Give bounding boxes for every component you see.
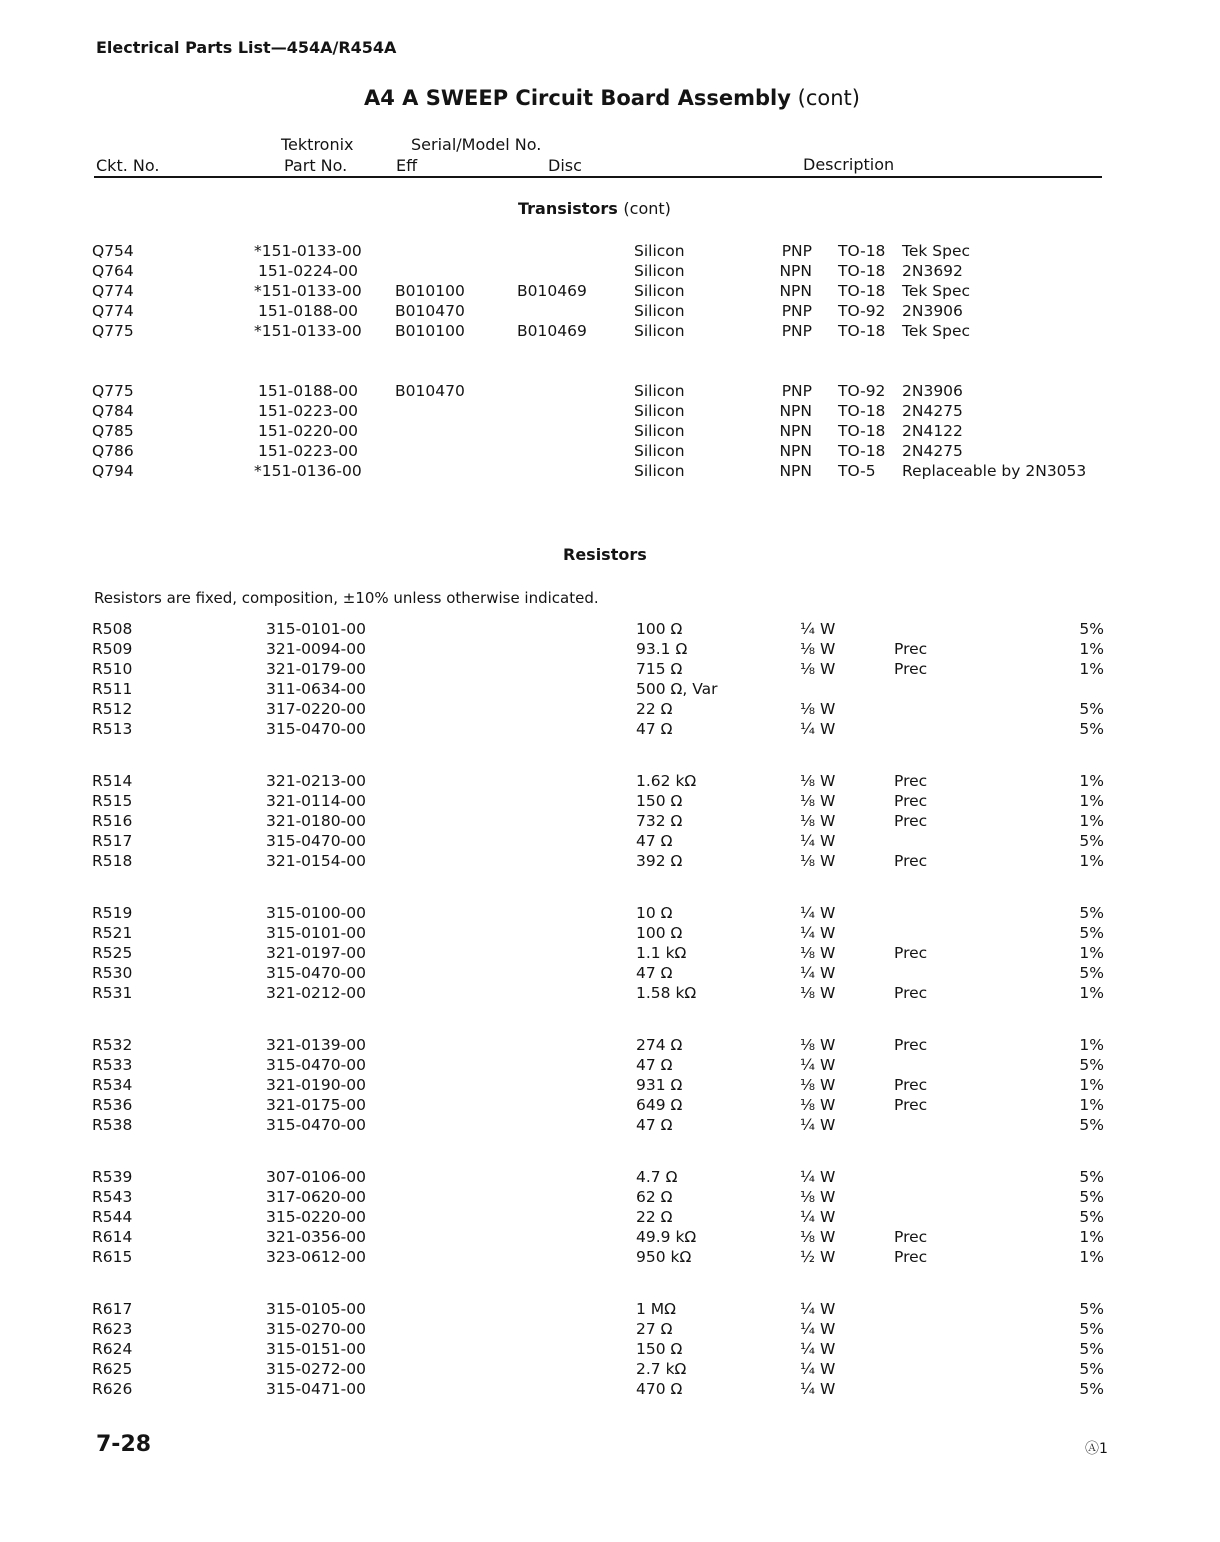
part-no: 311-0634-00 <box>266 680 366 698</box>
material: Silicon <box>634 402 685 420</box>
part-no: 321-0213-00 <box>266 772 366 790</box>
serial-disc: B010469 <box>517 282 587 300</box>
wattage: ⅛ W <box>800 1188 836 1206</box>
ckt-no: R516 <box>92 812 133 830</box>
col-head-description: Description <box>803 155 895 174</box>
value: 150 Ω <box>636 1340 683 1358</box>
material: Silicon <box>634 422 685 440</box>
resistors-note: Resistors are fixed, composition, ±10% unless otherwise indicated. <box>94 589 599 607</box>
header-rule <box>94 176 1102 178</box>
tolerance: 5% <box>1079 1380 1104 1398</box>
ckt-no: R531 <box>92 984 133 1002</box>
tolerance: 1% <box>1079 984 1104 1002</box>
wattage: ⅛ W <box>800 1096 836 1114</box>
material: Silicon <box>634 302 685 320</box>
table-row <box>0 660 1220 680</box>
wattage: ¼ W <box>800 1208 836 1226</box>
precision: Prec <box>894 1076 928 1094</box>
table-row <box>0 852 1220 872</box>
part-no: 315-0272-00 <box>266 1360 366 1378</box>
page-title-main: A4 A SWEEP Circuit Board Assembly <box>364 86 791 110</box>
table-row <box>0 1116 1220 1136</box>
package: TO-92 <box>838 382 886 400</box>
value: 1.58 kΩ <box>636 984 697 1002</box>
tolerance: 1% <box>1079 1228 1104 1246</box>
table-row <box>0 832 1220 852</box>
material: Silicon <box>634 242 685 260</box>
value: 47 Ω <box>636 720 673 738</box>
ckt-no: R517 <box>92 832 133 850</box>
ckt-no: R510 <box>92 660 133 678</box>
type-note: 2N4122 <box>902 422 963 440</box>
ckt-no: Q794 <box>92 462 134 480</box>
part-no: 315-0470-00 <box>266 1116 366 1134</box>
part-no: 151-0220-00 <box>258 422 358 440</box>
table-row <box>0 924 1220 944</box>
part-no: 315-0470-00 <box>266 832 366 850</box>
ckt-no: R514 <box>92 772 133 790</box>
table-row <box>0 1188 1220 1208</box>
precision: Prec <box>894 1228 928 1246</box>
wattage: ⅛ W <box>800 1076 836 1094</box>
wattage: ⅛ W <box>800 660 836 678</box>
table-row <box>0 720 1220 740</box>
table-row <box>0 904 1220 924</box>
tolerance: 5% <box>1079 720 1104 738</box>
wattage: ⅛ W <box>800 1036 836 1054</box>
transistors-section-title <box>518 199 671 218</box>
value: 2.7 kΩ <box>636 1360 687 1378</box>
ckt-no: R623 <box>92 1320 133 1338</box>
table-row <box>0 282 1220 302</box>
part-no: 307-0106-00 <box>266 1168 366 1186</box>
wattage: ¼ W <box>800 1300 836 1318</box>
polarity: NPN <box>779 282 812 300</box>
value: 4.7 Ω <box>636 1168 678 1186</box>
value: 100 Ω <box>636 924 683 942</box>
tolerance: 5% <box>1079 924 1104 942</box>
wattage: ¼ W <box>800 832 836 850</box>
table-row <box>0 964 1220 984</box>
table-row <box>0 1036 1220 1056</box>
value: 1.62 kΩ <box>636 772 697 790</box>
part-no: 321-0197-00 <box>266 944 366 962</box>
wattage: ¼ W <box>800 904 836 922</box>
tolerance: 5% <box>1079 1188 1104 1206</box>
tolerance: 1% <box>1079 812 1104 830</box>
ckt-no: R509 <box>92 640 133 658</box>
page-number: 7-28 <box>96 1432 152 1457</box>
part-no: 151-0188-00 <box>258 302 358 320</box>
table-row <box>0 1096 1220 1116</box>
value: 950 kΩ <box>636 1248 692 1266</box>
value: 649 Ω <box>636 1096 683 1114</box>
ckt-no: R617 <box>92 1300 133 1318</box>
part-no: 321-0094-00 <box>266 640 366 658</box>
ckt-no: Q774 <box>92 282 134 300</box>
col-head-disc: Disc <box>548 156 582 175</box>
ckt-no: Q775 <box>92 322 134 340</box>
part-no: 151-0188-00 <box>258 382 358 400</box>
package: TO-18 <box>838 402 886 420</box>
package: TO-18 <box>838 322 886 340</box>
table-row <box>0 1360 1220 1380</box>
precision: Prec <box>894 984 928 1002</box>
value: 47 Ω <box>636 832 673 850</box>
type-note: Tek Spec <box>902 322 971 340</box>
serial-disc: B010469 <box>517 322 587 340</box>
table-row <box>0 812 1220 832</box>
type-note: 2N3906 <box>902 302 963 320</box>
tolerance: 1% <box>1079 1036 1104 1054</box>
precision: Prec <box>894 1036 928 1054</box>
part-no: 315-0470-00 <box>266 964 366 982</box>
precision: Prec <box>894 792 928 810</box>
wattage: ¼ W <box>800 1320 836 1338</box>
wattage: ¼ W <box>800 964 836 982</box>
part-no: 317-0220-00 <box>266 700 366 718</box>
ckt-no: Q774 <box>92 302 134 320</box>
tolerance: 5% <box>1079 1340 1104 1358</box>
value: 732 Ω <box>636 812 683 830</box>
tolerance: 5% <box>1079 1300 1104 1318</box>
tolerance: 1% <box>1079 792 1104 810</box>
polarity: NPN <box>779 262 812 280</box>
value: 274 Ω <box>636 1036 683 1054</box>
polarity: NPN <box>779 402 812 420</box>
table-row <box>0 792 1220 812</box>
ckt-no: R521 <box>92 924 133 942</box>
value: 1.1 kΩ <box>636 944 687 962</box>
polarity: NPN <box>779 422 812 440</box>
table-row <box>0 1208 1220 1228</box>
material: Silicon <box>634 282 685 300</box>
table-row <box>0 640 1220 660</box>
part-no: 315-0470-00 <box>266 1056 366 1074</box>
part-no: 315-0105-00 <box>266 1300 366 1318</box>
precision: Prec <box>894 944 928 962</box>
page-title <box>364 86 860 110</box>
part-no: 321-0114-00 <box>266 792 366 810</box>
polarity: NPN <box>779 442 812 460</box>
package: TO-18 <box>838 262 886 280</box>
wattage: ⅛ W <box>800 640 836 658</box>
value: 22 Ω <box>636 700 673 718</box>
polarity: PNP <box>781 302 812 320</box>
type-note: 2N4275 <box>902 442 963 460</box>
precision: Prec <box>894 1096 928 1114</box>
material: Silicon <box>634 382 685 400</box>
precision: Prec <box>894 660 928 678</box>
table-row <box>0 700 1220 720</box>
type-note: 2N3692 <box>902 262 963 280</box>
serial-eff: B010470 <box>395 382 465 400</box>
part-no: 315-0151-00 <box>266 1340 366 1358</box>
precision: Prec <box>894 852 928 870</box>
table-row <box>0 620 1220 640</box>
table-row <box>0 462 1220 482</box>
part-no: 315-0471-00 <box>266 1380 366 1398</box>
table-row <box>0 422 1220 442</box>
value: 500 Ω, Var <box>636 680 718 698</box>
tolerance: 5% <box>1079 964 1104 982</box>
value: 49.9 kΩ <box>636 1228 697 1246</box>
value: 470 Ω <box>636 1380 683 1398</box>
precision: Prec <box>894 772 928 790</box>
type-note: 2N3906 <box>902 382 963 400</box>
package: TO-18 <box>838 242 886 260</box>
polarity: PNP <box>781 322 812 340</box>
ckt-no: R525 <box>92 944 133 962</box>
wattage: ¼ W <box>800 1116 836 1134</box>
ckt-no: R544 <box>92 1208 133 1226</box>
part-no: 321-0212-00 <box>266 984 366 1002</box>
value: 931 Ω <box>636 1076 683 1094</box>
tolerance: 1% <box>1079 1248 1104 1266</box>
table-row <box>0 322 1220 342</box>
table-row <box>0 1320 1220 1340</box>
tolerance: 5% <box>1079 700 1104 718</box>
wattage: ⅛ W <box>800 700 836 718</box>
part-no: 321-0180-00 <box>266 812 366 830</box>
part-no: *151-0133-00 <box>254 242 362 260</box>
running-header: Electrical Parts List—454A/R454A <box>96 38 397 57</box>
part-no: 321-0356-00 <box>266 1228 366 1246</box>
value: 47 Ω <box>636 1056 673 1074</box>
table-row <box>0 1380 1220 1400</box>
table-row <box>0 242 1220 262</box>
type-note: Tek Spec <box>902 282 971 300</box>
value: 150 Ω <box>636 792 683 810</box>
table-row <box>0 1340 1220 1360</box>
ckt-no: Q786 <box>92 442 134 460</box>
ckt-no: R530 <box>92 964 133 982</box>
table-row <box>0 984 1220 1004</box>
table-row <box>0 772 1220 792</box>
part-no: 315-0270-00 <box>266 1320 366 1338</box>
tolerance: 1% <box>1079 1096 1104 1114</box>
value: 47 Ω <box>636 1116 673 1134</box>
part-no: 321-0175-00 <box>266 1096 366 1114</box>
wattage: ⅛ W <box>800 792 836 810</box>
wattage: ⅛ W <box>800 812 836 830</box>
ckt-no: R518 <box>92 852 133 870</box>
col-head-serial-model: Serial/Model No. <box>411 135 542 154</box>
part-no: 323-0612-00 <box>266 1248 366 1266</box>
transistors-title-cont: (cont) <box>623 199 671 218</box>
value: 47 Ω <box>636 964 673 982</box>
table-row <box>0 402 1220 422</box>
ckt-no: R534 <box>92 1076 133 1094</box>
col-head-ckt-no: Ckt. No. <box>96 156 160 175</box>
tolerance: 5% <box>1079 832 1104 850</box>
package: TO-18 <box>838 422 886 440</box>
tolerance: 5% <box>1079 1116 1104 1134</box>
type-note: Tek Spec <box>902 242 971 260</box>
package: TO-18 <box>838 442 886 460</box>
revision-mark: Ⓐ1 <box>1085 1441 1108 1457</box>
tolerance: 5% <box>1079 904 1104 922</box>
ckt-no: Q754 <box>92 242 134 260</box>
transistors-title: Transistors <box>518 199 618 218</box>
tolerance: 1% <box>1079 660 1104 678</box>
type-note: 2N4275 <box>902 402 963 420</box>
wattage: ⅛ W <box>800 772 836 790</box>
precision: Prec <box>894 1248 928 1266</box>
part-no: 321-0179-00 <box>266 660 366 678</box>
value: 392 Ω <box>636 852 683 870</box>
precision: Prec <box>894 812 928 830</box>
value: 27 Ω <box>636 1320 673 1338</box>
ckt-no: R539 <box>92 1168 133 1186</box>
col-head-part-no: Part No. <box>284 156 348 175</box>
wattage: ¼ W <box>800 924 836 942</box>
serial-eff: B010100 <box>395 282 465 300</box>
part-no: 315-0100-00 <box>266 904 366 922</box>
wattage: ¼ W <box>800 1056 836 1074</box>
part-no: 317-0620-00 <box>266 1188 366 1206</box>
table-row <box>0 1228 1220 1248</box>
ckt-no: R533 <box>92 1056 133 1074</box>
material: Silicon <box>634 442 685 460</box>
ckt-no: Q785 <box>92 422 134 440</box>
wattage: ¼ W <box>800 720 836 738</box>
tolerance: 5% <box>1079 1360 1104 1378</box>
ckt-no: R513 <box>92 720 133 738</box>
value: 715 Ω <box>636 660 683 678</box>
wattage: ⅛ W <box>800 852 836 870</box>
part-no: 151-0223-00 <box>258 442 358 460</box>
tolerance: 5% <box>1079 1320 1104 1338</box>
wattage: ⅛ W <box>800 944 836 962</box>
wattage: ⅛ W <box>800 1228 836 1246</box>
ckt-no: R536 <box>92 1096 133 1114</box>
tolerance: 1% <box>1079 772 1104 790</box>
ckt-no: R625 <box>92 1360 133 1378</box>
ckt-no: R615 <box>92 1248 133 1266</box>
package: TO-5 <box>838 462 876 480</box>
value: 1 MΩ <box>636 1300 677 1318</box>
table-row <box>0 1248 1220 1268</box>
ckt-no: R512 <box>92 700 133 718</box>
wattage: ½ W <box>800 1248 836 1266</box>
table-row <box>0 1300 1220 1320</box>
polarity: PNP <box>781 382 812 400</box>
table-row <box>0 382 1220 402</box>
material: Silicon <box>634 462 685 480</box>
table-row <box>0 944 1220 964</box>
value: 62 Ω <box>636 1188 673 1206</box>
col-head-eff: Eff <box>396 156 418 175</box>
ckt-no: R532 <box>92 1036 133 1054</box>
table-row <box>0 302 1220 322</box>
package: TO-18 <box>838 282 886 300</box>
tolerance: 5% <box>1079 1056 1104 1074</box>
part-no: *151-0133-00 <box>254 322 362 340</box>
wattage: ⅛ W <box>800 984 836 1002</box>
value: 100 Ω <box>636 620 683 638</box>
value: 93.1 Ω <box>636 640 688 658</box>
ckt-no: R538 <box>92 1116 133 1134</box>
tolerance: 1% <box>1079 944 1104 962</box>
wattage: ¼ W <box>800 1380 836 1398</box>
ckt-no: R543 <box>92 1188 133 1206</box>
table-row <box>0 1076 1220 1096</box>
tolerance: 5% <box>1079 620 1104 638</box>
value: 10 Ω <box>636 904 673 922</box>
table-row <box>0 680 1220 700</box>
ckt-no: R508 <box>92 620 133 638</box>
part-no: 151-0224-00 <box>258 262 358 280</box>
material: Silicon <box>634 322 685 340</box>
ckt-no: R515 <box>92 792 133 810</box>
part-no: 315-0220-00 <box>266 1208 366 1226</box>
ckt-no: R511 <box>92 680 133 698</box>
serial-eff: B010470 <box>395 302 465 320</box>
part-no: 315-0470-00 <box>266 720 366 738</box>
ckt-no: Q784 <box>92 402 134 420</box>
material: Silicon <box>634 262 685 280</box>
table-row <box>0 442 1220 462</box>
table-row <box>0 1056 1220 1076</box>
tolerance: 1% <box>1079 640 1104 658</box>
tolerance: 1% <box>1079 1076 1104 1094</box>
wattage: ¼ W <box>800 1340 836 1358</box>
part-no: 321-0154-00 <box>266 852 366 870</box>
part-no: 151-0223-00 <box>258 402 358 420</box>
tolerance: 1% <box>1079 852 1104 870</box>
table-row <box>0 262 1220 282</box>
ckt-no: R624 <box>92 1340 133 1358</box>
part-no: 315-0101-00 <box>266 924 366 942</box>
ckt-no: R614 <box>92 1228 133 1246</box>
polarity: NPN <box>779 462 812 480</box>
ckt-no: R626 <box>92 1380 133 1398</box>
part-no: *151-0136-00 <box>254 462 362 480</box>
package: TO-92 <box>838 302 886 320</box>
serial-eff: B010100 <box>395 322 465 340</box>
tolerance: 5% <box>1079 1168 1104 1186</box>
col-head-tektronix: Tektronix <box>281 135 354 154</box>
ckt-no: R519 <box>92 904 133 922</box>
page-title-cont: (cont) <box>797 86 860 110</box>
table-row <box>0 1168 1220 1188</box>
polarity: PNP <box>781 242 812 260</box>
ckt-no: Q775 <box>92 382 134 400</box>
wattage: ¼ W <box>800 1168 836 1186</box>
wattage: ¼ W <box>800 620 836 638</box>
part-no: *151-0133-00 <box>254 282 362 300</box>
type-note: Replaceable by 2N3053 <box>902 462 1087 480</box>
value: 22 Ω <box>636 1208 673 1226</box>
ckt-no: Q764 <box>92 262 134 280</box>
tolerance: 5% <box>1079 1208 1104 1226</box>
part-no: 321-0190-00 <box>266 1076 366 1094</box>
resistors-section-title: Resistors <box>563 545 647 564</box>
wattage: ¼ W <box>800 1360 836 1378</box>
part-no: 315-0101-00 <box>266 620 366 638</box>
precision: Prec <box>894 640 928 658</box>
part-no: 321-0139-00 <box>266 1036 366 1054</box>
